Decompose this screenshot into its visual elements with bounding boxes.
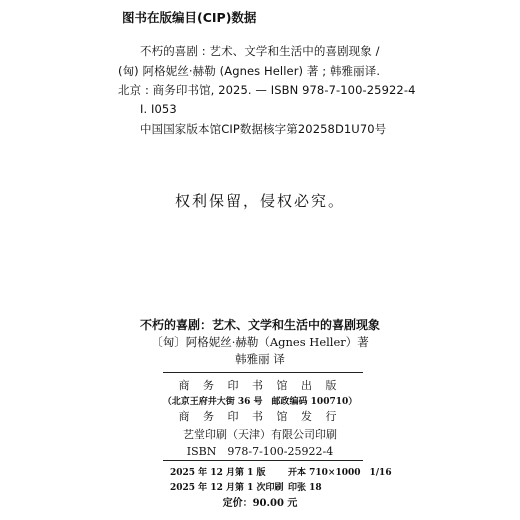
cip-heading: 图书在版编目(CIP)数据 <box>122 10 257 25</box>
publisher-address: （北京王府井大街 36 号 邮政编码 100710） <box>162 397 358 407</box>
first-edition: 2025 年 12 月第 1 版 <box>170 468 266 478</box>
cip-line-record-number: 中国国家版本馆CIP数据核字第20258D1U70号 <box>140 122 387 136</box>
cip-line-publisher: 北京 : 商务印书馆, 2025. — ISBN 978-7-100-25922-4 <box>118 83 416 97</box>
first-printing: 2025 年 12 月第 1 次印刷 <box>170 483 284 493</box>
publisher-line: 商 务 印 书 馆 出 版 <box>178 379 342 392</box>
cip-line-title: 不朽的喜剧 : 艺术、文学和生活中的喜剧现象 / <box>140 44 380 58</box>
divider-top <box>163 372 363 373</box>
distributor-line: 商 务 印 书 馆 发 行 <box>178 410 342 423</box>
rights-notice: 权利保留，侵权必究。 <box>174 192 345 210</box>
book-translator: 韩雅丽 译 <box>235 352 285 366</box>
book-title: 不朽的喜剧：艺术、文学和生活中的喜剧现象 <box>139 318 380 332</box>
cip-line-author: (匈) 阿格妮丝·赫勒 (Agnes Heller) 著 ; 韩雅丽译. <box>118 64 381 78</box>
isbn-line: ISBN 978-7-100-25922-4 <box>186 445 334 458</box>
cip-line-classification: Ⅰ. I053 <box>140 102 177 116</box>
book-format: 开本 710×1000 1/16 <box>288 468 392 478</box>
printer-line: 艺堂印刷（天津）有限公司印刷 <box>183 428 337 441</box>
printed-sheets: 印张 18 <box>288 483 322 493</box>
price: 定价：90.00 元 <box>222 498 298 509</box>
divider-bottom <box>163 460 363 461</box>
book-author: 〔匈〕阿格妮丝·赫勒（Agnes Heller）著 <box>151 335 369 349</box>
